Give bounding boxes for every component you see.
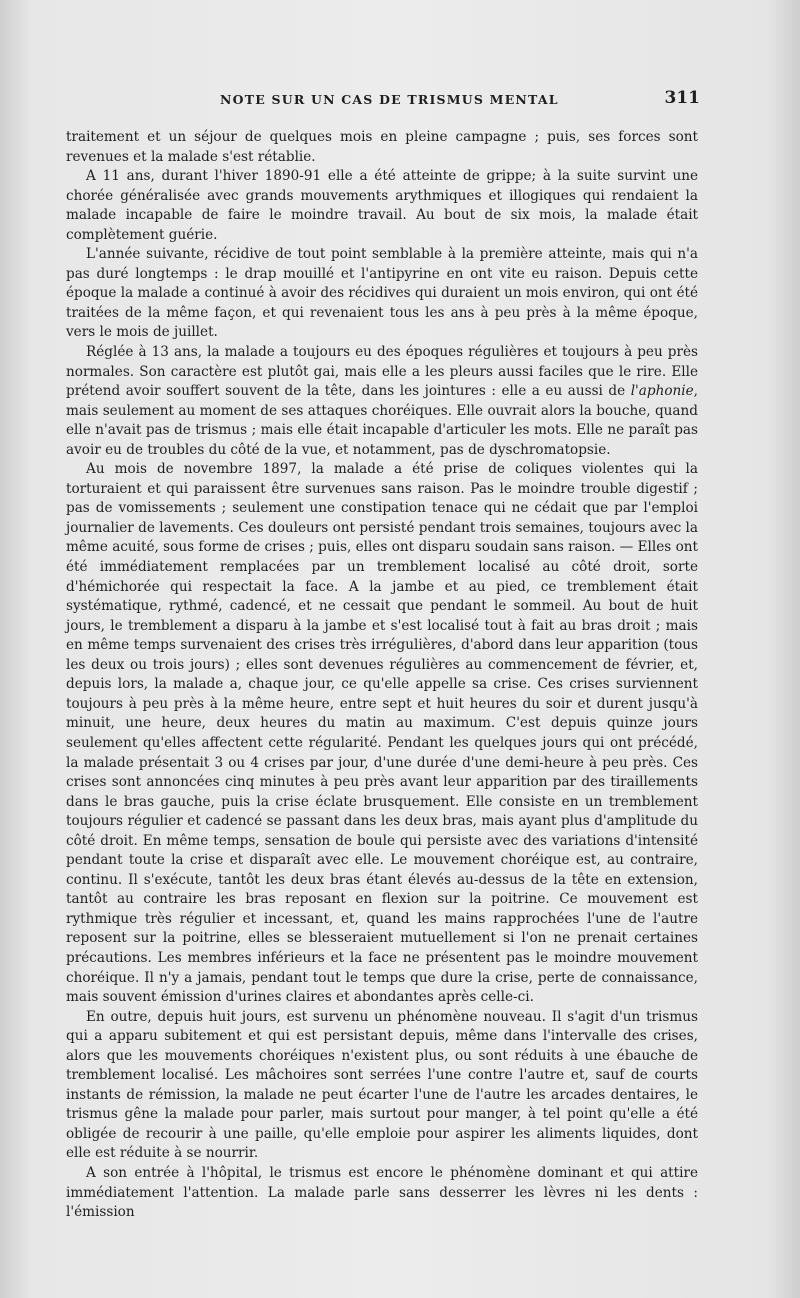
paragraph-novembre-1897: Au mois de novembre 1897, la malade a été prise de coliques violentes qui la torturaient et qui paraissent être survenues sans raison. Pas le moindre trouble digestif ; pas de vomissements ; seulement une constipation tenace qui ne cédait que par l'emploi journalier de lavements. Ces douleurs ont persisté pendant trois semaines, toujours avec la même acuité, sous forme de crises ; puis, elles ont disparu soudain sans raison. — Elles ont été immédiatement remplacées par un tremblement localisé au côté droit, sorte d'hémichorée qui respectait la face. A la jambe et au pied, ce tremblement était systématique, rythmé, cadencé, et ne cessait que pendant le sommeil. Au bout de huit jours, le tremblement a disparu à la jambe et s'est localisé tout à fait au bras droit ; mais en même temps survenaient des crises très irrégulières, d'abord dans leur apparition (tous les deux ou trois jours) ; elles sont devenues régulières au commencement de février, et, depuis lors, la malade a, chaque jour, ce qu'elle appelle sa crise. Ces crises surviennent toujours à peu près à la même heure, entre sept et huit heures du soir et durent jusqu'à minuit, une heure, deux heures du matin au maximum. C'est depuis quinze jours seulement qu'elles affectent cette régularité. Pendant les quelques jours qui ont précédé, la malade présentait 3 ou 4 crises par jour, d'une durée d'une demi-heure à peu près. Ces crises sont annoncées cinq minutes à peu près avant leur apparition par des tiraillements dans le bras gauche, puis la crise éclate brusquement. Elle consiste en un tremblement toujours régulier et cadencé se passant dans les deux bras, mais ayant plus d'amplitude du côté droit. En même temps, sensation de boule qui persiste avec des variations d'intensité pendant toute la crise et disparaît avec elle. Le mouvement choréique est, au contraire, continu. Il s'exécute, tantôt les deux bras étant élevés au-dessus de la tête en extension, tantôt au contraire les bras reposant en flexion sur la poitrine. Ce mouvement est rythmique très régulier et incessant, et, quand les mains rapprochées l'une de l'autre reposent sur la poitrine, elles se blesseraient mutuellement si l'on ne prenait certaines précautions. Les membres inférieurs et la face ne présentent pas le moindre mouvement choréique. Il n'y a jamais, pendant tout le temps que dure la crise, perte de connaissance, mais souvent émission d'urines claires et abondantes après celle-ci.	[66, 461, 698, 1006]
running-head	[70, 88, 700, 112]
aphonie-term: l'aphonie	[630, 383, 694, 400]
paragraph-entree-hopital: A son entrée à l'hôpital, le trismus est encore le phénomène dominant et qui attire immédiatement l'attention. La malade parle sans desserrer les lèvres ni les dents : l'émission	[66, 1164, 698, 1221]
paragraph-reglee-text-end: , mais seulement au moment de ses attaques choréiques. Elle ouvrait alors la bouche, quand elle n'avait pas de trismus ; mais elle était incapable d'articuler les mots. Elle ne paraît pas avoir eu de troubles du côté de la vue, et notamment, pas de dyschromatopsie.	[66, 383, 698, 458]
paragraph-recidives: L'année suivante, récidive de tout point semblable à la première atteinte, mais qui n'a pas duré longtemps : le drap mouillé et l'antipyrine en ont vite eu raison. Depuis cette époque la malade a continué à avoir des récidives qui duraient un mois environ, qui ont été traitées de la même façon, et qui revenaient tous les ans à peu près à la même époque, vers le mois de juillet.	[66, 246, 698, 341]
running-title: NOTE SUR UN CAS DE TRISMUS MENTAL	[220, 92, 559, 107]
paragraph-continuation: traitement et un séjour de quelques mois en pleine campagne ; puis, ses forces sont revenues et la malade s'est rétablie.	[66, 129, 698, 165]
paragraph-grippe-choree: A 11 ans, durant l'hiver 1890-91 elle a été atteinte de grippe; à la suite survint une chorée généralisée avec grands mouvements arythmiques et illogiques qui rendaient la malade incapable de faire le moindre travail. Au bout de six mois, la malade était complètement guérie.	[66, 168, 698, 243]
paragraph-reglee-text: Réglée à 13 ans, la malade a toujours eu des époques régulières et toujours à peu près normales. Son caractère est plutôt gai, mais elle a les pleurs aussi faciles que le rire. Elle prétend avoir souffert souvent de la tête, dans les jointures : elle a eu aussi de	[66, 344, 698, 400]
paragraph-reglee	[66, 343, 698, 460]
body-text	[66, 128, 698, 1223]
page-number: 311	[664, 88, 700, 108]
paragraph-trismus-nouveau: En outre, depuis huit jours, est survenu un phénomène nouveau. Il s'agit d'un trismus qui a apparu subitement et qui est persistant depuis, même dans l'intervalle des crises, alors que les mouvements choréiques n'existent plus, ou sont réduits à une ébauche de tremblement localisé. Les mâchoires sont serrées l'une contre l'autre et, sauf de courts instants de rémission, la malade ne peut écarter l'une de l'autre les arcades dentaires, le trismus gêne la malade pour parler, mais surtout pour manger, à tel point qu'elle a été obligée de recourir à une paille, qu'elle emploie pour aspirer les aliments liquides, dont elle est réduite à se nourrir.	[66, 1008, 698, 1162]
